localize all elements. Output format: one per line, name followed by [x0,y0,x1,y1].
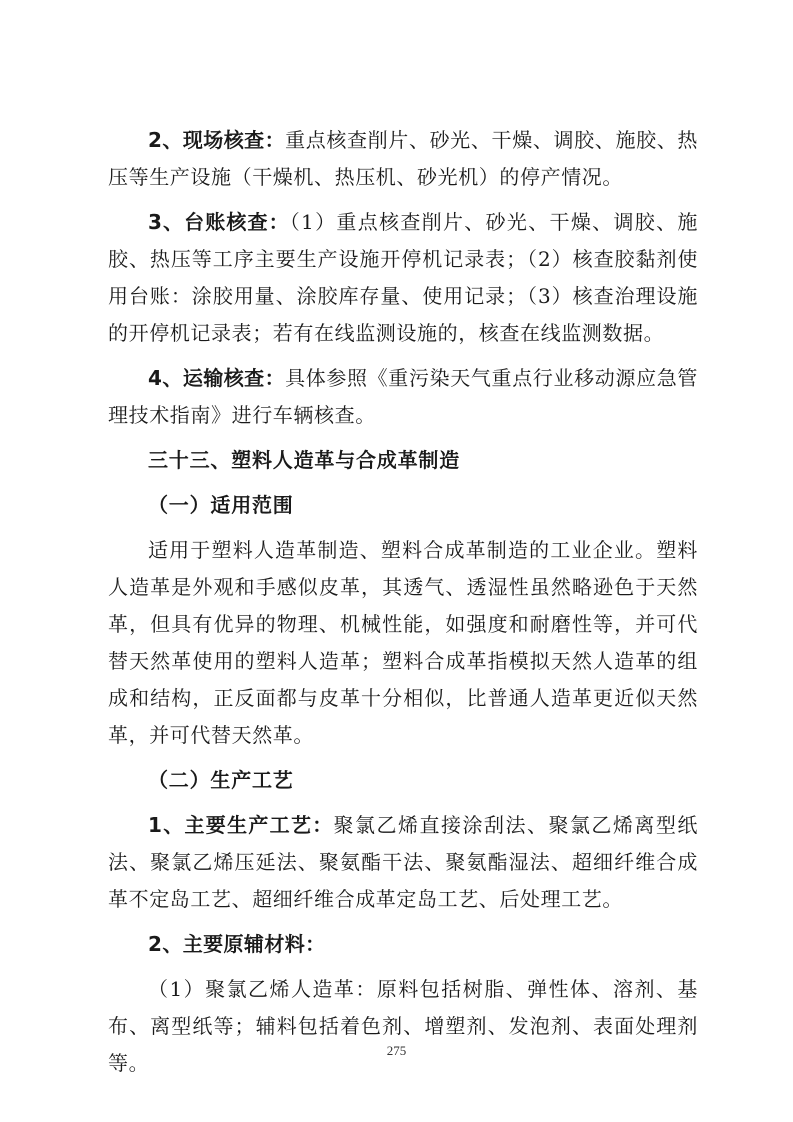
page-number: 275 [386,1043,407,1058]
paragraph-ledger-inspection [108,204,698,352]
subsection-scope-title: （一）适用范围 [148,493,294,517]
text-main-process: 聚氯乙烯直接涂刮法、聚氯乙烯离型纸法、聚氯乙烯压延法、聚氨酯干法、聚氨酯湿法、超细纤维合成革不定岛工艺、超细纤维合成革定岛工艺、后处理工艺。 [108,813,698,911]
text-site-inspection: 重点核查削片、砂光、干燥、调胶、施胶、热压等生产设施（干燥机、热压机、砂光机）的停产情况。 [108,128,698,189]
text-ledger-inspection: （1）重点核查削片、砂光、干燥、调胶、施胶、热压等工序主要生产设施开停机记录表；（2）核查胶黏剂使用台账：涂胶用量、涂胶库存量、使用记录；（3）核查治理设施的开停机记录表；若有在线监测设施的，核查在线监测数据。 [108,210,698,345]
label-transport-inspection: 4、运输核查： [148,366,286,390]
label-main-process: 1、主要生产工艺： [148,813,334,837]
paragraph-scope: 适用于塑料人造革制造、塑料合成革制造的工业企业。塑料人造革是外观和手感似皮革，其透气、透湿性虽然略逊色于天然革，但具有优异的物理、机械性能，如强度和耐磨性等，并可代替天然革使用的塑料人造革；塑料合成革指模拟天然人造革的组成和结构，正反面都与皮革十分相似，比普通人造革更近似天然革，并可代替天然革。 [108,538,698,747]
label-ledger-inspection: 3、台账核查： [148,210,290,234]
document-body [108,122,698,1082]
paragraph-site-inspection [108,122,698,196]
text-transport-inspection: 具体参照《重污染天气重点行业移动源应急管理技术指南》进行车辆核查。 [108,366,698,427]
subsection-process-title: （二）生产工艺 [148,768,294,792]
paragraph-pvc-materials: （1）聚氯乙烯人造革：原料包括树脂、弹性体、溶剂、基布、离型纸等；辅料包括着色剂、增塑剂、发泡剂、表面处理剂等。 [108,977,698,1075]
paragraph-main-process [108,807,698,918]
label-materials: 2、主要原辅材料： [148,932,326,956]
paragraph-transport-inspection [108,360,698,434]
section-title: 三十三、塑料人造革与合成革制造 [148,448,460,472]
paragraph-materials-label [108,926,698,963]
label-site-inspection: 2、现场核查： [148,128,286,152]
